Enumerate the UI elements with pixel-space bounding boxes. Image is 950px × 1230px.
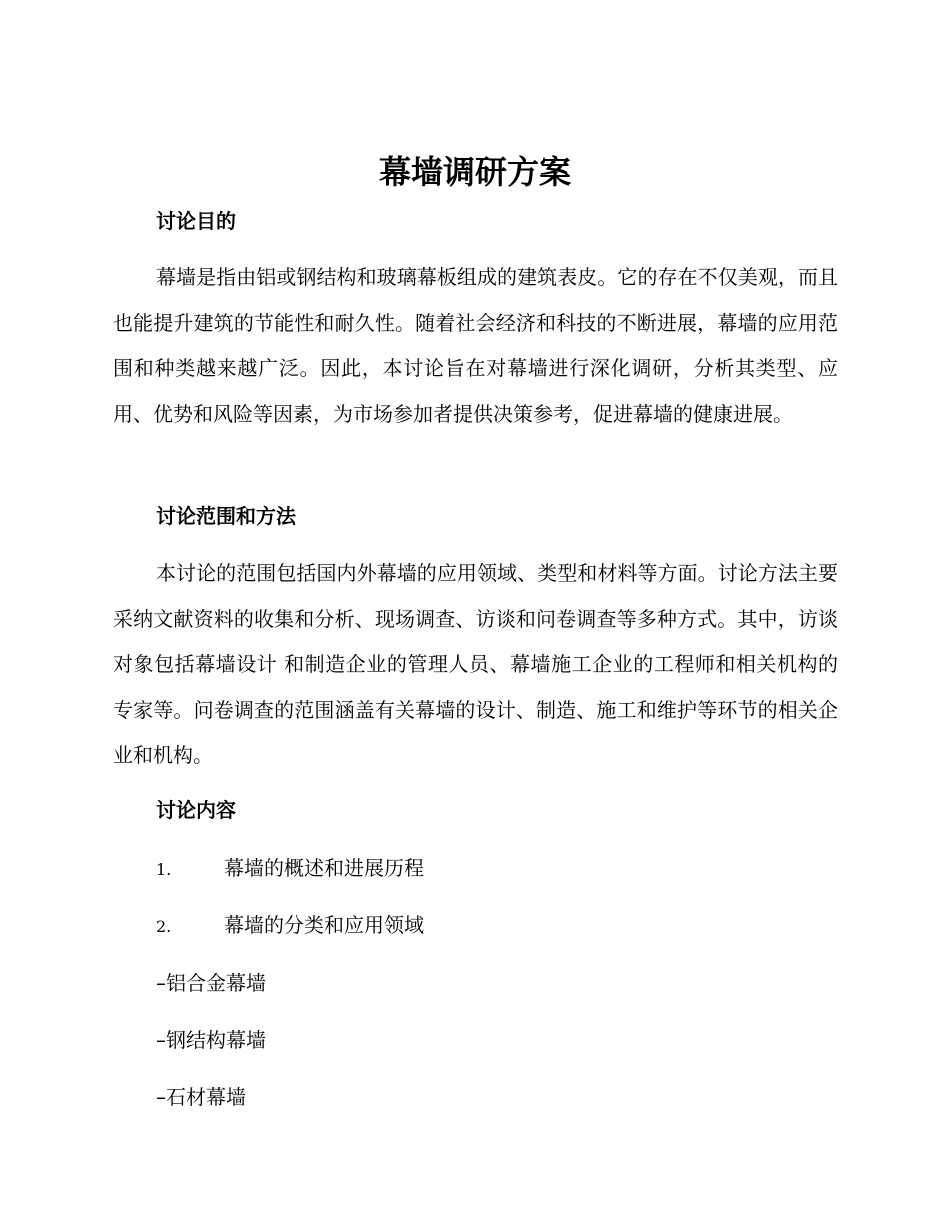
section-paragraph-purpose: 幕墙是指由铝或钢结构和玻璃幕板组成的建筑表皮。它的存在不仅美观，而且也能提升建筑的节能性和耐久性。随着社会经济和科技的不断进展，幕墙的应用范围和种类越来越广泛。因此，本讨论旨在对幕墙进行深化调研，分析其类型、应用、优势和风险等因素，为市场参加者提供决策参考，促进幕墙的健康进展。 [113, 265, 838, 426]
section-heading-content: 讨论内容 [156, 798, 236, 822]
list-item-number: 1. [156, 860, 172, 879]
section-paragraph-scope-method: 本讨论的范围包括国内外幕墙的应用领域、类型和材料等方面。讨论方法主要采纳文献资料的收集和分析、现场调查、访谈和问卷调查等多种方式。其中，访谈对象包括幕墙设计 和制造企业的管理人员、幕墙施工企业的工程师和相关机构的专家等。问卷调查的范围涵盖有关幕墙的设计、制造、施工和维护等环节的相关企业和机构。 [113, 561, 838, 767]
sub-list-item: –石材幕墙 [156, 1085, 246, 1109]
section-heading-purpose: 讨论目的 [156, 209, 236, 233]
list-item-text: 幕墙的概述和进展历程 [224, 856, 424, 880]
list-item-number: 2. [156, 917, 172, 936]
list-item [156, 854, 424, 884]
sub-list-item: –铝合金幕墙 [156, 971, 266, 995]
list-item-text: 幕墙的分类和应用领域 [224, 913, 424, 937]
section-heading-scope-method: 讨论范围和方法 [156, 504, 296, 528]
document-title: 幕墙调研方案 [378, 153, 571, 191]
sub-list-item: –钢结构幕墙 [156, 1028, 266, 1052]
list-item [156, 911, 424, 941]
